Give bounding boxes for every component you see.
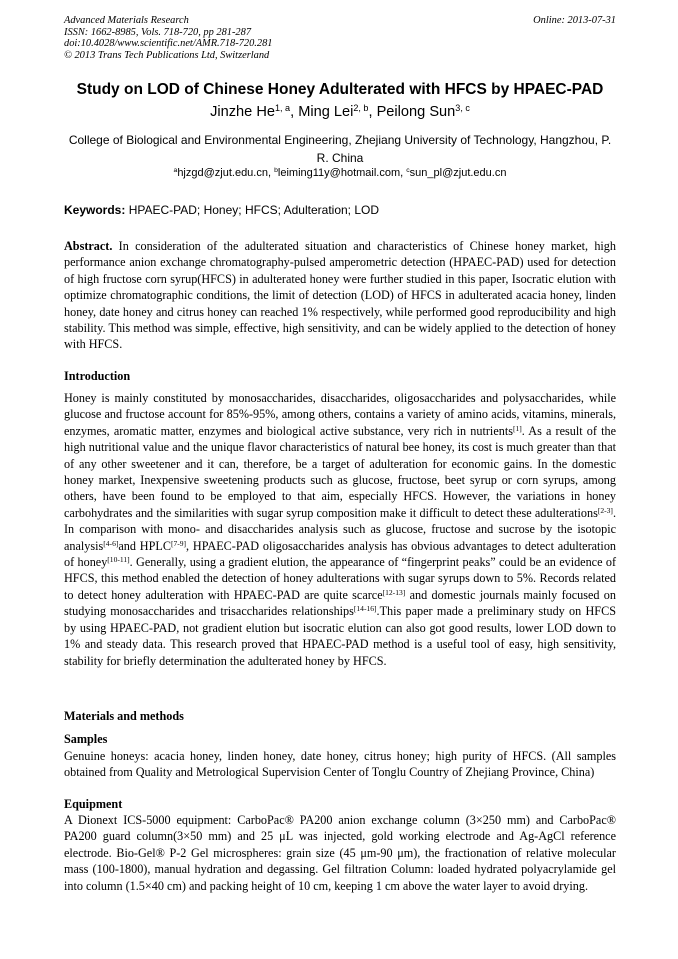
- intro-text: . In comparison with mono- and disaccharides analysis such as glucose, fructose and sucrose by the isotopic analysis: [64, 505, 616, 553]
- citation[interactable]: [2-3]: [597, 505, 613, 515]
- section-heading-introduction: Introduction: [64, 369, 131, 383]
- subsection-heading-samples: Samples: [64, 732, 108, 746]
- author-separator: ,: [290, 104, 299, 120]
- email-mark: c: [406, 167, 410, 175]
- intro-text: Honey is mainly constituted by monosaccharides, disaccharides, oligosaccharides and polysaccharides, while glucose and fructose account for 85%-95%, among others, contains a variety of amino acids, vitamins, minerals, enzymes, aromatic matter, enzymes and biological active substance, very rich in nutrients: [64, 391, 616, 438]
- email-separator: ,: [267, 167, 275, 179]
- email-list: [64, 167, 616, 179]
- author-name: Ming Lei: [298, 104, 354, 120]
- abstract: [64, 238, 616, 353]
- author-affil-mark: 2, b: [353, 103, 369, 114]
- abstract-text: In consideration of the adulterated situation and characteristics of Chinese honey market, high performance anion exchange chromatography-pulsed amperometric detection (HPAEC-PAD) used for detection of high fructose corn syrup(HFCS) in adulterated honey were further studied in this paper, Isocratic elution with optimize chromatographic conditions, the limit of detection (LOD) of HFCS in adulterated acacia honey, linden honey, date honey and citrus honey can reached 1% respectively, while performed good reproducibility and high stability. This method was simple, effective, high sensitivity, and can be widely applied to the detection of honey with HFCS.: [64, 239, 616, 352]
- email-address[interactable]: leiming11y@hotmail.com: [277, 167, 401, 179]
- citation[interactable]: [1]: [512, 423, 522, 433]
- intro-text: , HPAEC-PAD oligosaccharides analysis has obvious advantages to detect adulteration of honey: [64, 538, 617, 570]
- introduction-paragraph: [64, 390, 616, 669]
- issn-line: ISSN: 1662-8985, Vols. 718-720, pp 281-287: [64, 26, 252, 38]
- section-heading-materials: Materials and methods: [64, 709, 184, 723]
- doi-line: doi:10.4028/www.scientific.net/AMR.718-720.281: [64, 38, 273, 50]
- author-affil-mark: 3, c: [455, 103, 470, 114]
- abstract-label: Abstract.: [64, 239, 113, 253]
- intro-text: .This paper made a preliminary study on HFCS by using HPAEC-PAD, not gradient elution but isocratic elution can also got good results, lower LOD down to 1% and steady data. This research proved that HPAEC-PAD method is a useful tool of easy, high sensitivity, stability for briefly determination the adulterated honey by HFCS.: [64, 604, 616, 668]
- citation[interactable]: [12-13]: [382, 587, 406, 597]
- email-mark: a: [173, 167, 178, 175]
- citation[interactable]: [10-11]: [107, 554, 130, 564]
- affiliation: College of Biological and Environmental Engineering, Zhejiang University of Technology, Hangzhou, P. R. China: [68, 133, 612, 165]
- samples-paragraph: [64, 748, 616, 781]
- journal-header: [64, 15, 616, 61]
- email-address[interactable]: sun_pl@zjut.edu.cn: [409, 167, 507, 179]
- online-date: Online: 2013-07-31: [533, 15, 616, 26]
- intro-text: . Generally, using a gradient elution, the appearance of “fingerprint peaks” could be an evidence of HFCS, this method enabled the detection of honey adulterations with sugar syrups down to 5%. Records related to detect honey adulteration with HPAEC-PAD are quite scarce: [64, 555, 617, 602]
- equipment-paragraph: [64, 812, 616, 894]
- paper-title: Study on LOD of Chinese Honey Adulterated with HFCS by HPAEC-PAD: [76, 81, 604, 98]
- subsection-heading-equipment: Equipment: [64, 797, 123, 811]
- email-mark: b: [274, 167, 278, 175]
- intro-text: . As a result of the high nutritional value and the unique flavor characteristics of natural bee honey, its cost is much greater than that of any other sweetener and it can, therefore, be a target of adulteration for economic gains. In the domestic honey market, Inexpensive sweetening products such as glucose, fructose, beet syrup or corn syrups, among others, have been found to be employed to that aim, especially HFCS. However, the variations in honey carbohydrates and the similarities with sugar syrup composition make it difficult to detect these adulterations: [64, 423, 616, 520]
- intro-text: and HPLC: [118, 538, 171, 553]
- equipment-text: A Dionext ICS-5000 equipment: CarboPac® PA200 anion exchange column (3×250 mm) and CarboPac® PA200 guard column(3×50 mm) and 25 μL was injected, gold working electrode and Ag-AgCl reference electrode. Bio-Gel® P-2 Gel microspheres: grain size (45 μm-90 μm), the fractionation of relative molecular mass (100-1800), manual hydration and degassing. Gel filtration Column: loaded hydrated polyacrylamide gel into column (1.5×40 cm) and packing height of 10 cm, keeping 1 cm above the water layer to avoid drying.: [64, 813, 616, 893]
- copyright-line: © 2013 Trans Tech Publications Ltd, Switzerland: [64, 49, 270, 61]
- author-name: Jinzhe He: [210, 104, 275, 120]
- author-affil-mark: 1, a: [275, 103, 291, 114]
- keywords-label: Keywords:: [64, 203, 126, 217]
- intro-text: and domestic journals mainly focused on studying monosaccharides and trisaccharides relationships: [64, 587, 616, 619]
- journal-name: Advanced Materials Research: [64, 15, 189, 26]
- author-name: Peilong Sun: [376, 104, 456, 120]
- citation[interactable]: [14-16]: [353, 604, 377, 614]
- citation[interactable]: [4-6]: [103, 538, 119, 548]
- citation[interactable]: [7-9]: [170, 538, 187, 548]
- keywords-text: HPAEC-PAD; Honey; HFCS; Adulteration; LOD: [125, 203, 380, 217]
- author-separator: ,: [368, 104, 377, 120]
- email-separator: ,: [400, 167, 407, 179]
- email-address[interactable]: hjzgd@zjut.edu.cn: [177, 167, 268, 179]
- keywords: [64, 203, 616, 217]
- samples-text: Genuine honeys: acacia honey, linden honey, date honey, citrus honey; high purity of HFCS. (All samples obtained from Quality and Metrological Supervision Center of Tonglu Country of Zhejiang Province, China): [64, 749, 616, 780]
- author-list: [64, 104, 616, 120]
